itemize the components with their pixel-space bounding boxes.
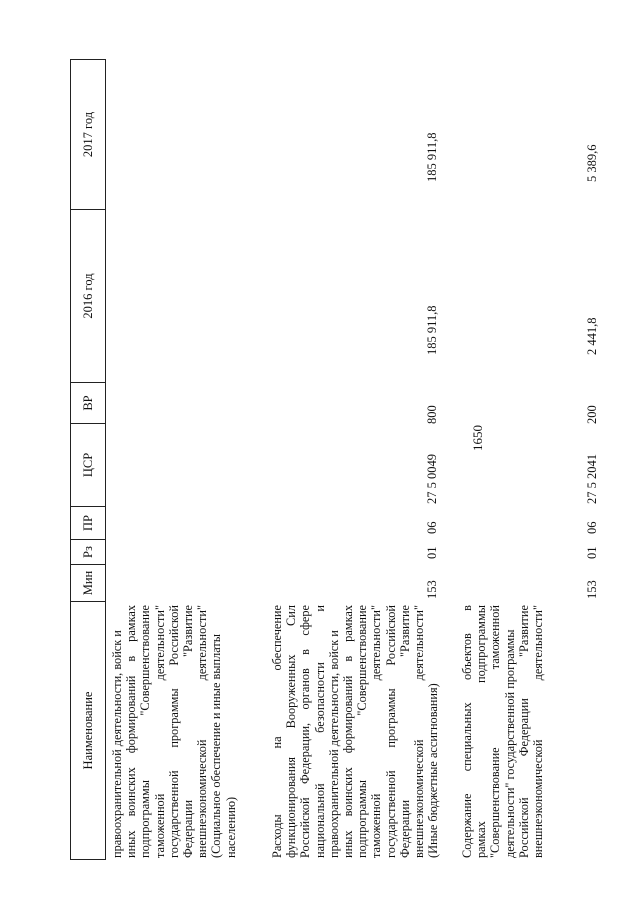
header-pr: ПР	[71, 506, 105, 539]
row-name-word: органов	[298, 668, 313, 710]
row-name-line	[384, 605, 398, 858]
header-csr: ЦСР	[71, 423, 105, 506]
row-name-line	[124, 605, 138, 858]
row-name-word: рамках	[474, 821, 489, 858]
row-name-word: Федерации	[516, 698, 531, 757]
row-name-line	[270, 605, 284, 858]
row-name-word: национальной	[312, 783, 327, 858]
row-name-line	[167, 605, 181, 858]
cell-pr: 06	[425, 521, 439, 534]
header-2017: 2017 год	[71, 59, 105, 209]
row-name-word: подпрограммы	[355, 780, 370, 858]
row-name-word: в	[124, 655, 139, 662]
row-name-word: подпрограммы	[138, 780, 153, 858]
row-name-word: иных	[341, 830, 355, 858]
row-name-word: Содержание	[460, 793, 474, 858]
row-name-word: таможенной	[152, 793, 167, 858]
row-name-word: программы	[383, 688, 398, 748]
cell-y2016: 185 911,8	[425, 305, 439, 355]
row-name-word: внешнеэкономической	[195, 739, 210, 858]
rotated-page	[0, 59, 640, 905]
row-name-line: деятельности" государственной программы	[502, 629, 517, 858]
row-name-line	[153, 605, 167, 858]
row-name-word: специальных	[460, 702, 474, 772]
row-name-word: Российской	[516, 797, 531, 858]
row-name-word: Расходы	[270, 814, 284, 858]
row-name-word: формирований	[124, 675, 139, 754]
row-name-word: рамках	[341, 605, 355, 642]
row-name-line: (Иные бюджетные ассигнования)	[426, 683, 441, 858]
row-name-word: формирований	[341, 675, 355, 754]
row-name-word: государственной	[166, 770, 181, 858]
cell-rz: 01	[585, 546, 599, 559]
cell-y2016: 2 441,8	[585, 317, 599, 355]
row-name-word: Вооруженных	[284, 654, 299, 729]
row-name-word: рамках	[124, 605, 139, 642]
header-min: Мин	[71, 564, 105, 601]
row-name-word: деятельности"	[369, 605, 384, 681]
row-name-line	[531, 605, 545, 858]
header-2016: 2016 год	[71, 209, 105, 382]
cell-csr: 27 5 2041	[585, 454, 599, 504]
row-name-word: в	[298, 649, 313, 655]
row-name-word: "Развитие	[181, 605, 195, 657]
cell-vr: 200	[585, 405, 599, 424]
cell-y2017: 185 911,8	[425, 132, 439, 182]
row-name-word: "Развитие	[397, 605, 412, 657]
row-name-line	[355, 605, 369, 858]
row-name-line	[284, 605, 298, 858]
row-name-word: воинских	[341, 767, 355, 817]
row-name-word: объектов	[460, 633, 474, 681]
row-name-word: Федерации,	[298, 722, 313, 785]
row-name-word: Сил	[284, 605, 299, 626]
row-name-word: подпрограммы	[474, 605, 489, 683]
row-name-line: населению)	[223, 796, 238, 858]
row-name-word: внешнеэкономической	[412, 739, 426, 858]
row-name-word: в	[341, 655, 355, 662]
row-name-word: безопасности	[312, 662, 327, 733]
row-name-word: на	[270, 736, 284, 749]
row-name-line	[195, 605, 209, 858]
row-name-line: правоохранительной деятельности, войск и	[110, 630, 124, 858]
table-header	[70, 59, 106, 860]
row-name-line	[341, 605, 355, 858]
row-name-word: функционирования	[284, 756, 299, 858]
row-name-word: Российской	[383, 605, 398, 666]
row-name-word: в	[460, 605, 474, 611]
row-name-word: деятельности"	[531, 605, 545, 681]
cell-rz: 01	[425, 546, 439, 559]
row-name-line	[398, 605, 412, 858]
row-name-line	[313, 605, 327, 858]
page-number: 1650	[470, 425, 485, 451]
row-name-line	[369, 605, 383, 858]
row-name-word: Российской	[298, 797, 313, 858]
row-name-word: таможенной	[369, 793, 384, 858]
header-vr: ВР	[71, 382, 105, 423]
row-name-line	[181, 605, 195, 858]
row-name-word: иных	[124, 830, 139, 858]
row-name-word: "Совершенствование	[355, 605, 370, 716]
row-name-line	[517, 605, 531, 858]
row-name-word: деятельности"	[412, 605, 426, 681]
row-name-line	[412, 605, 426, 858]
cell-y2017: 5 389,6	[585, 144, 599, 182]
row-name-word: обеспечение	[270, 605, 284, 671]
row-name-word: деятельности"	[152, 605, 167, 681]
row-name-line	[298, 605, 312, 858]
row-name-line	[138, 605, 152, 858]
header-rz: Рз	[71, 539, 105, 564]
cell-csr: 27 5 0049	[425, 454, 439, 504]
row-name-word: таможенной	[488, 605, 503, 670]
cell-vr: 800	[425, 405, 439, 424]
row-name-word: и	[312, 605, 327, 612]
row-name-line: (Социальное обеспечение и иные выплаты	[209, 633, 224, 858]
row-name-word: Федерации	[181, 799, 195, 858]
row-name-word: Федерации	[397, 799, 412, 858]
row-name-word: "Развитие	[516, 605, 531, 657]
row-name-word: воинских	[124, 767, 139, 817]
row-name-word: внешнеэкономической	[531, 739, 545, 858]
row-name-word: "Совершенствование	[138, 605, 153, 716]
row-name-word: сфере	[298, 605, 313, 636]
row-name-word: "Совершенствование	[488, 747, 503, 858]
row-name-line	[460, 605, 474, 858]
row-name-line: правоохранительной деятельности, войск и	[326, 630, 341, 858]
row-name-word: программы	[166, 688, 181, 748]
header-name: Наименование	[71, 601, 105, 859]
row-name-word: Российской	[166, 605, 181, 666]
cell-min: 153	[585, 580, 599, 599]
row-name-word: государственной	[383, 770, 398, 858]
cell-min: 153	[425, 580, 439, 599]
row-name-line	[488, 605, 502, 858]
cell-pr: 06	[585, 521, 599, 534]
row-name-line	[474, 605, 488, 858]
row-name-word: деятельности"	[195, 605, 210, 681]
